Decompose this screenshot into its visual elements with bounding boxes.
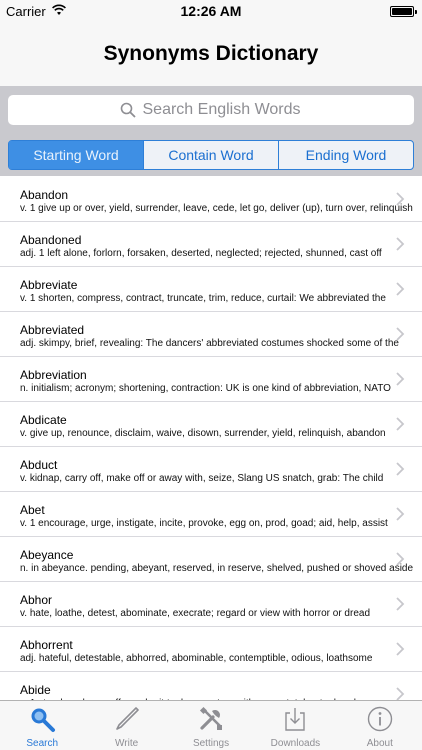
list-item[interactable] <box>0 312 422 357</box>
search-mode-segmented-control <box>8 140 414 170</box>
search-field[interactable] <box>8 95 414 125</box>
list-item[interactable] <box>0 357 422 402</box>
navigation-bar <box>0 22 422 86</box>
carrier-label: Carrier <box>6 4 46 19</box>
tab-settings[interactable] <box>169 701 253 750</box>
entry-definition: v. hate, loathe, detest, abominate, execrate; regard or view with horror or dread <box>20 608 370 619</box>
search-bar <box>0 86 422 134</box>
entry-word: Abhor <box>20 593 53 607</box>
chevron-right-icon <box>396 372 404 386</box>
chevron-right-icon <box>396 507 404 521</box>
tab-label: Settings <box>192 738 230 749</box>
filter-bar <box>0 134 422 176</box>
entry-word: Abet <box>20 503 45 517</box>
list-item[interactable] <box>0 537 422 582</box>
segment-starting-word[interactable]: Starting Word <box>9 141 143 169</box>
tab-label: Write <box>115 738 139 749</box>
entry-word: Abbreviate <box>20 278 78 292</box>
list-item[interactable] <box>0 222 422 267</box>
chevron-right-icon <box>396 282 404 296</box>
search-icon <box>120 102 136 118</box>
pencil-icon <box>114 706 140 732</box>
chevron-right-icon <box>396 462 404 476</box>
tab-write[interactable] <box>84 701 168 750</box>
list-item[interactable] <box>0 627 422 672</box>
status-bar <box>0 0 422 22</box>
download-icon <box>282 706 308 732</box>
list-item[interactable] <box>0 582 422 627</box>
status-time: 12:26 AM <box>180 3 242 19</box>
word-list[interactable] <box>0 177 422 700</box>
segment-ending-word[interactable]: Ending Word <box>278 141 413 169</box>
entry-definition: n. initialism; acronym; shortening, contraction: UK is one kind of abbreviation, NATO <box>20 383 391 394</box>
page-title: Synonyms Dictionary <box>103 42 319 65</box>
entry-word: Abandon <box>20 188 69 202</box>
tools-icon <box>198 706 224 732</box>
list-item[interactable] <box>0 267 422 312</box>
entry-word: Abide <box>20 683 51 697</box>
entry-word: Abandoned <box>20 233 82 247</box>
chevron-right-icon <box>396 642 404 656</box>
list-item[interactable] <box>0 402 422 447</box>
segment-contain-word[interactable]: Contain Word <box>143 141 278 169</box>
entry-definition: v. give up, renounce, disclaim, waive, disown, surrender, yield, relinquish, abandon <box>20 428 386 439</box>
entry-definition: adj. 1 left alone, forlorn, forsaken, deserted, neglected; rejected, shunned, cast off <box>20 248 382 259</box>
info-icon <box>367 706 393 732</box>
battery-icon <box>390 6 414 17</box>
chevron-right-icon <box>396 192 404 206</box>
entry-definition: v. 1 encourage, urge, instigate, incite, provoke, egg on, prod, goad; aid, help, assist <box>20 518 388 529</box>
tab-label: About <box>366 738 393 749</box>
list-item[interactable] <box>0 177 422 222</box>
tab-about[interactable] <box>338 701 422 750</box>
entry-word: Abhorrent <box>20 638 73 652</box>
entry-definition: v. 1 shorten, compress, contract, truncate, trim, reduce, curtail: We abbreviated the <box>20 293 386 304</box>
tab-downloads[interactable] <box>253 701 337 750</box>
entry-word: Abbreviated <box>20 323 85 337</box>
tab-label: Search <box>26 738 59 749</box>
entry-word: Abdicate <box>20 413 67 427</box>
chevron-right-icon <box>396 327 404 341</box>
entry-word: Abduct <box>20 458 58 472</box>
search-icon <box>29 706 55 732</box>
entry-definition: v. kidnap, carry off, make off or away with, seize, Slang US snatch, grab: The child <box>20 473 384 484</box>
entry-word: Abbreviation <box>20 368 87 382</box>
entry-word: Abeyance <box>20 548 74 562</box>
tab-bar <box>0 700 422 750</box>
entry-definition: adj. hateful, detestable, abhorred, abominable, contemptible, odious, loathsome <box>20 653 373 664</box>
search-input[interactable] <box>143 101 303 119</box>
entry-definition: n. in abeyance. pending, abeyant, reserved, in reserve, shelved, pushed or shoved aside <box>20 563 414 574</box>
entry-definition: v. 1 give up or over, yield, surrender, leave, cede, let go, deliver (up), turn over, relinquish <box>20 203 413 214</box>
chevron-right-icon <box>396 552 404 566</box>
chevron-right-icon <box>396 687 404 701</box>
entry-definition: adj. skimpy, brief, revealing: The dancers' abbreviated costumes shocked some of the <box>20 338 399 349</box>
list-item[interactable] <box>0 447 422 492</box>
chevron-right-icon <box>396 597 404 611</box>
tab-search[interactable] <box>0 701 84 750</box>
tab-label: Downloads <box>270 738 321 749</box>
chevron-right-icon <box>396 237 404 251</box>
list-item[interactable] <box>0 492 422 537</box>
chevron-right-icon <box>396 417 404 431</box>
